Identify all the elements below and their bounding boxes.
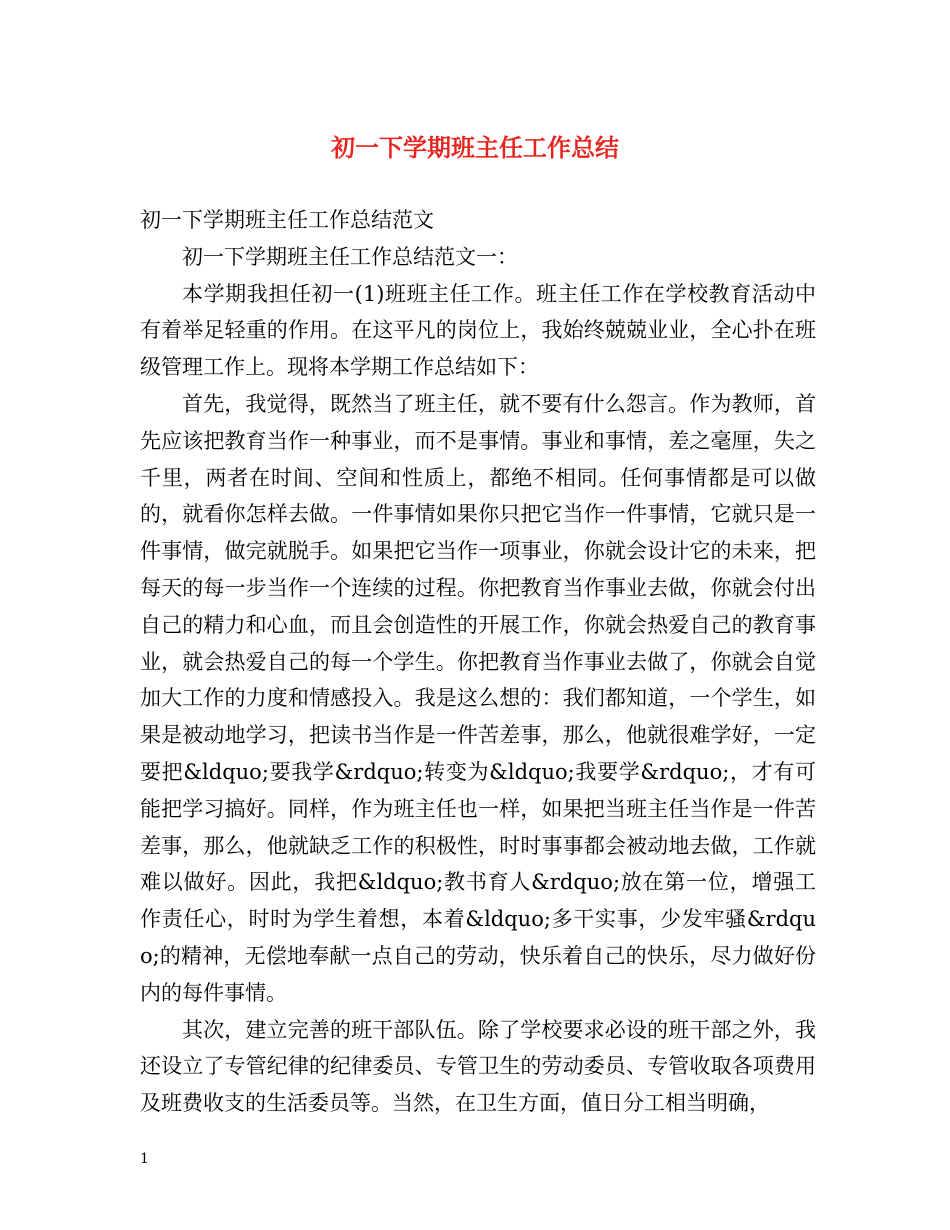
paragraph: 首先，我觉得，既然当了班主任，就不要有什么怨言。作为教师，首先应该把教育当作一种事业，而不是事情。事业和事情，差之毫厘，失之千里，两者在时间、空间和性质上，都绝不相同。任何事情都是可以做的，就看你怎样去做。一件事情如果你只把它当作一件事情，它就只是一件事情，做完就脱手。如果把它当作一项事业，你就会设计它的未来，把每天的每一步当作一个连续的过程。你把教育当作事业去做，你就会付出自己的精力和心血，而且会创造性的开展工作，你就会热爱自己的教育事业，就会热爱自己的每一个学生。你把教育当作事业去做了，你就会自觉加大工作的力度和情感投入。我是这么想的：我们都知道，一个学生，如果是被动地学习，把读书当作是一件苦差事，那么，他就很难学好，一定要把&ldquo;要我学&rdquo;转变为&ldquo;我要学&rdquo;，才有可能把学习搞好。同样，作为班主任也一样，如果把当班主任当作是一件苦差事，那么，他就缺乏工作的积极性，时时事事都会被动地去做，工作就难以做好。因此，我把&ldquo;教书育人&rdquo;放在第一位，增强工作责任心，时时为学生着想，本着&ldquo;多干实事，少发牢骚&rdquo;的精神，无偿地奉献一点自己的劳动，快乐着自己的快乐，尽力做好份内的每件事情。 [140,391,816,1005]
section-heading: 初一下学期班主任工作总结范文一： [182,244,518,269]
paragraph: 其次，建立完善的班干部队伍。除了学校要求必设的班干部之外，我还设立了专管纪律的纪律委员、专管卫生的劳动委员、专管收取各项费用及班费收支的生活委员等。当然，在卫生方面，值日分工相当明确， [140,1017,816,1116]
paragraph: 本学期我担任初一(1)班班主任工作。班主任工作在学校教育活动中有着举足轻重的作用。在这平凡的岗位上，我始终兢兢业业，全心扑在班级管理工作上。现将本学期工作总结如下： [140,281,816,380]
document-body [140,202,816,1122]
page-number: 1 [140,1151,149,1167]
document-title: 初一下学期班主任工作总结 [331,133,619,162]
document-subtitle: 初一下学期班主任工作总结范文 [140,208,434,232]
